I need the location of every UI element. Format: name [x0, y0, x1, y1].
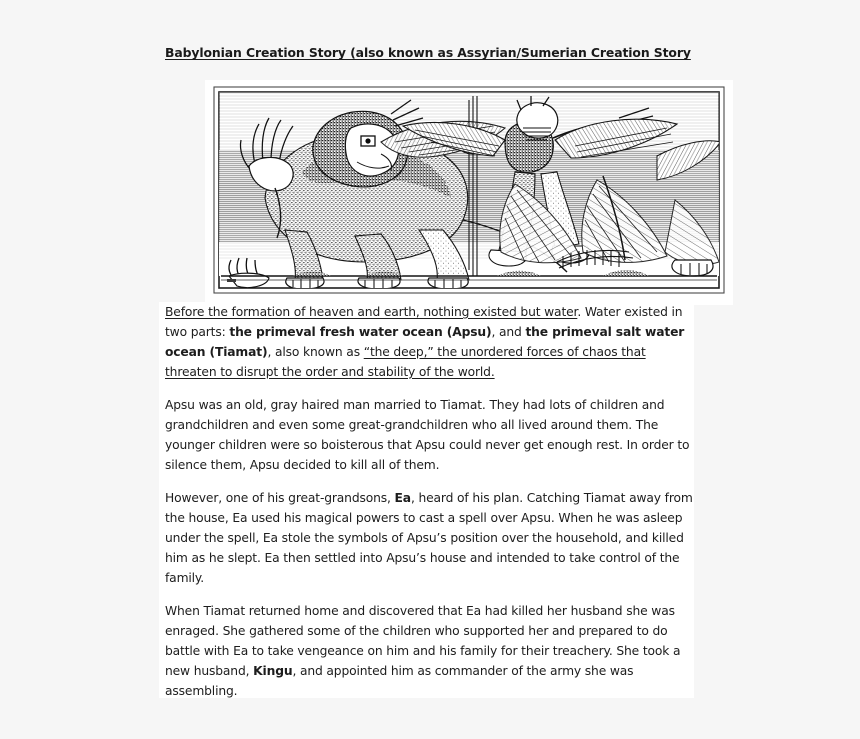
text-run: When Tiamat returned home and discovered that Ea had killed her husband she was enraged. She gathered some of the children who supported her and prepared to do battle with Ea to take vengeance on him and his family for their treachery. She took a new husband, — [165, 604, 681, 678]
text-run: . Water existed in two parts: — [165, 305, 683, 339]
text-run: , and appointed him as commander of the army she was assembling. — [165, 664, 634, 698]
paragraph-p4 — [165, 601, 694, 701]
text-run: , heard of his plan. Catching Tiamat away from the house, Ea used his magical powers to cast a spell over Apsu. When he was asleep under the spell, Ea stole the symbols of Apsu’s position over the household, and killed him as he slept. Ea then settled into Apsu’s house and intended to take control of the family. — [165, 491, 693, 585]
text-run-bold: the primeval fresh water ocean (Apsu) — [229, 325, 492, 339]
text-run: Apsu was an old, gray haired man married to Tiamat. They had lots of children and grandchildren and even some great-grandchildren who all lived around them. The younger children were so boisterous that Apsu could never get enough rest. In order to silence them, Apsu decided to kill all of them. — [165, 398, 690, 472]
page-title: Babylonian Creation Story (also known as Assyrian/Sumerian Creation Story — [165, 45, 691, 61]
relief-engraving-svg — [205, 80, 733, 305]
babylonian-relief-illustration — [205, 80, 733, 305]
paragraph-p2 — [165, 395, 694, 475]
text-run: , and — [491, 325, 526, 339]
text-run-underline: “the deep,” the unordered forces of chaos that threaten to disrupt the order and stability of the world. — [165, 345, 646, 379]
article-body — [165, 302, 694, 701]
text-run-bold: the primeval salt water ocean (Tiamat) — [165, 325, 685, 359]
text-run-underline: Before the formation of heaven and earth, nothing existed but water — [165, 305, 578, 319]
text-run: However, one of his great-grandsons, — [165, 491, 395, 505]
paragraph-p1 — [165, 302, 694, 382]
paragraph-p3 — [165, 488, 694, 588]
text-run-bold: Ea — [394, 491, 411, 505]
text-run: , also known as — [267, 345, 364, 359]
text-run-bold: Kingu — [253, 664, 293, 678]
